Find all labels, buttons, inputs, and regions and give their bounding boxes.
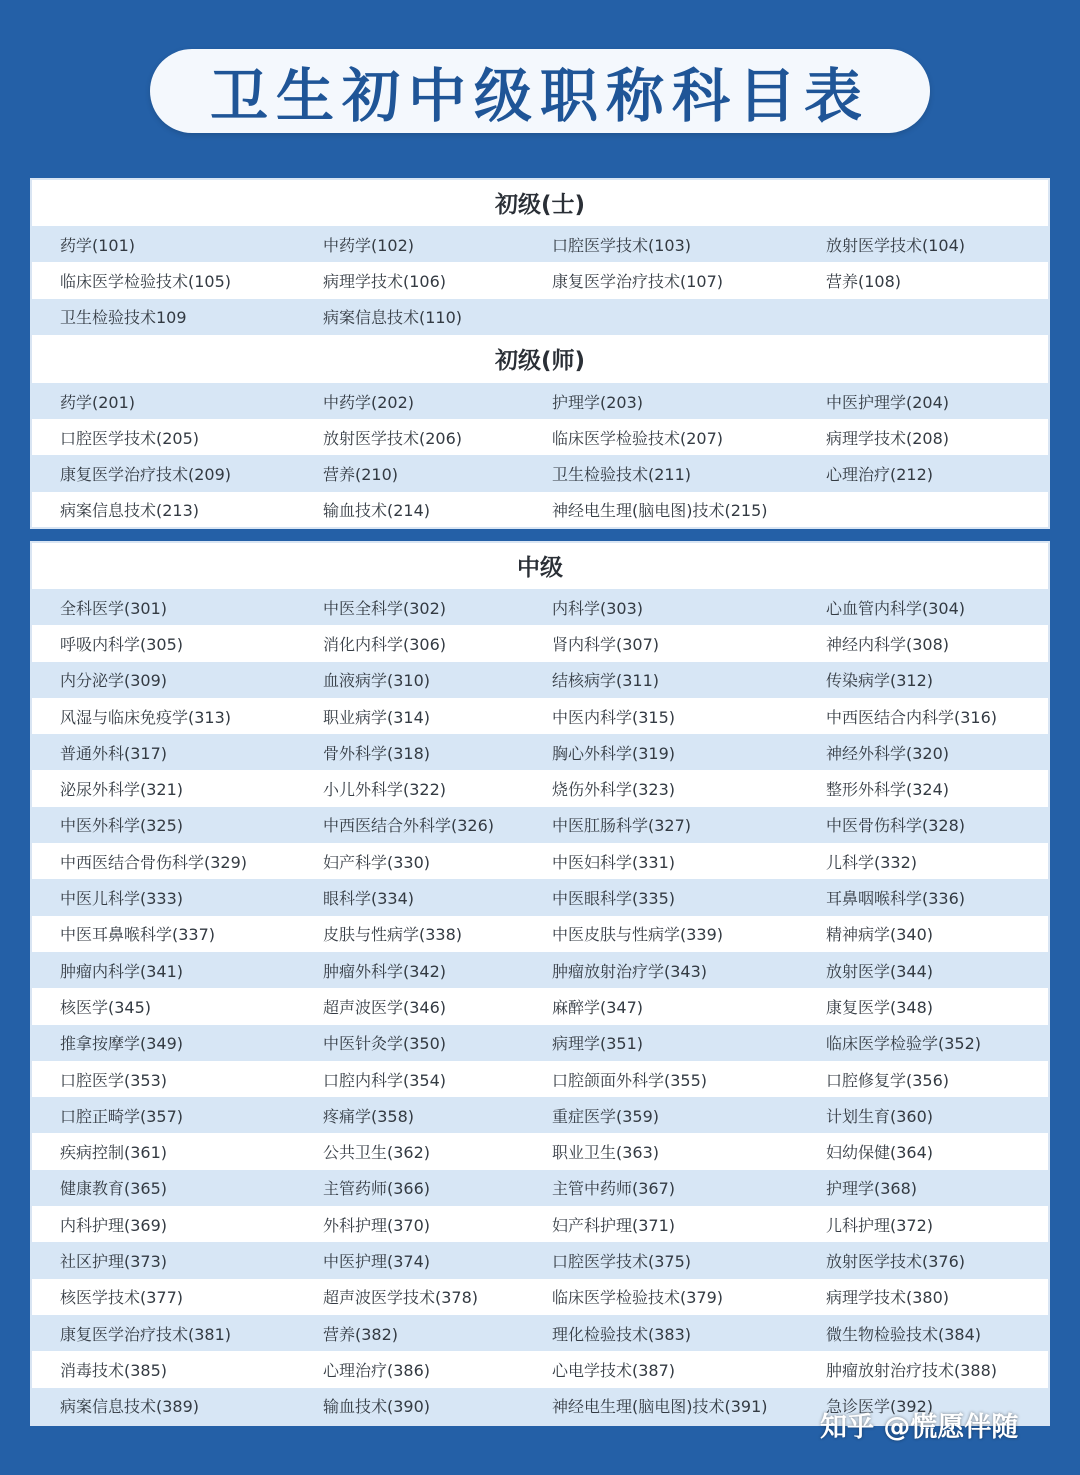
page-title: 卫生初中级职称科目表 [209, 62, 870, 130]
subject-cell: 儿科护理(372) [826, 1215, 934, 1235]
subject-cell: 临床医学检验技术(207) [552, 428, 724, 448]
table-row [30, 952, 1050, 988]
subject-cell: 结核病学(311) [552, 671, 660, 691]
subject-cell: 肿瘤内科学(341) [60, 961, 184, 981]
subject-cell: 肿瘤外科学(342) [323, 961, 447, 981]
subject-cell: 康复医学治疗技术(209) [60, 465, 232, 485]
section-heading: 中级 [517, 554, 563, 581]
subject-cell: 神经内科学(308) [826, 634, 950, 654]
subject-cell: 中医全科学(302) [323, 598, 447, 618]
table-row [30, 770, 1050, 806]
section-junior-shi [30, 178, 1050, 335]
subject-cell: 内科护理(369) [60, 1215, 168, 1235]
subject-cell: 疼痛学(358) [323, 1106, 415, 1126]
subject-cell: 健康教育(365) [60, 1179, 168, 1199]
intermediate-panel [30, 541, 1050, 1426]
zhihu-watermark: 知乎 @慌愿伴随 [820, 1412, 1019, 1443]
subject-cell: 神经外科学(320) [826, 743, 950, 763]
table-row [30, 807, 1050, 843]
table-row [30, 662, 1050, 698]
subject-cell: 护理学(368) [826, 1179, 918, 1199]
subject-cell: 全科医学(301) [60, 598, 168, 618]
table-row [30, 455, 1050, 491]
subject-cell: 核医学技术(377) [60, 1288, 184, 1308]
subject-cell: 理化检验技术(383) [552, 1324, 692, 1344]
subject-cell: 中医内科学(315) [552, 707, 676, 727]
subject-cell: 公共卫生(362) [323, 1143, 431, 1163]
table-row [30, 1351, 1050, 1387]
subject-cell: 精神病学(340) [826, 925, 934, 945]
subject-cell: 康复医学治疗技术(107) [552, 271, 724, 291]
subject-cell: 放射医学(344) [826, 961, 934, 981]
table-row [30, 988, 1050, 1024]
subject-cell: 康复医学治疗技术(381) [60, 1324, 232, 1344]
subject-cell: 临床医学检验学(352) [826, 1034, 982, 1054]
subject-cell: 烧伤外科学(323) [552, 780, 676, 800]
subject-cell: 耳鼻咽喉科学(336) [826, 889, 966, 909]
subject-cell: 疾病控制(361) [60, 1143, 168, 1163]
subject-cell: 眼科学(334) [323, 889, 415, 909]
table-row [30, 1097, 1050, 1133]
subject-cell: 麻醉学(347) [552, 997, 644, 1017]
subject-cell: 儿科学(332) [826, 852, 918, 872]
table-row [30, 698, 1050, 734]
subject-cell: 计划生育(360) [826, 1106, 934, 1126]
subject-cell: 核医学(345) [60, 997, 152, 1017]
subject-cell: 消毒技术(385) [60, 1360, 168, 1380]
subject-cell: 主管药师(366) [323, 1179, 431, 1199]
subject-cell: 妇幼保健(364) [826, 1143, 934, 1163]
subject-cell: 口腔修复学(356) [826, 1070, 950, 1090]
table-row [30, 734, 1050, 770]
section-heading: 初级(士) [494, 191, 586, 218]
table-row [30, 1133, 1050, 1169]
subject-cell: 肾内科学(307) [552, 634, 660, 654]
subject-cell: 中医骨伤科学(328) [826, 816, 966, 836]
table-row [30, 843, 1050, 879]
subject-cell: 病案信息技术(213) [60, 501, 200, 521]
subject-cell: 中医肛肠科学(327) [552, 816, 692, 836]
subject-cell: 护理学(203) [552, 392, 644, 412]
subject-cell: 输血技术(214) [323, 501, 431, 521]
subject-cell: 内科学(303) [552, 598, 644, 618]
junior-panel [30, 178, 1050, 529]
subject-cell: 职业病学(314) [323, 707, 431, 727]
subject-cell: 神经电生理(脑电图)技术(391) [552, 1397, 768, 1417]
subject-cell: 内分泌学(309) [60, 671, 168, 691]
table-row [30, 916, 1050, 952]
subject-cell: 外科护理(370) [323, 1215, 431, 1235]
subject-cell: 超声波医学技术(378) [323, 1288, 479, 1308]
subject-cell: 中医儿科学(333) [60, 889, 184, 909]
subject-cell: 口腔颌面外科学(355) [552, 1070, 708, 1090]
table-row [30, 1170, 1050, 1206]
table-row [30, 226, 1050, 262]
subject-cell: 病理学技术(208) [826, 428, 950, 448]
table-row [30, 589, 1050, 625]
table-row [30, 1279, 1050, 1315]
subject-cell: 妇产科护理(371) [552, 1215, 676, 1235]
subject-cell: 临床医学检验技术(105) [60, 271, 232, 291]
table-row [30, 492, 1050, 528]
subject-cell: 中药学(102) [323, 235, 415, 255]
subject-cell: 卫生检验技术(211) [552, 465, 692, 485]
subject-cell: 中医护理(374) [323, 1251, 431, 1271]
table-row [30, 262, 1050, 298]
subject-cell: 皮肤与性病学(338) [323, 925, 463, 945]
section-intermediate [30, 541, 1050, 1424]
subject-cell: 呼吸内科学(305) [60, 634, 184, 654]
table-row [30, 299, 1050, 335]
table-row [30, 419, 1050, 455]
subject-cell: 血液病学(310) [323, 671, 431, 691]
subject-cell: 心血管内科学(304) [826, 598, 966, 618]
table-row [30, 625, 1050, 661]
table-row [30, 879, 1050, 915]
table-row [30, 1206, 1050, 1242]
subject-cell: 职业卫生(363) [552, 1143, 660, 1163]
subject-cell: 普通外科(317) [60, 743, 168, 763]
subject-cell: 放射医学技术(376) [826, 1251, 966, 1271]
section-junior-shi2 [30, 335, 1050, 528]
subject-cell: 口腔内科学(354) [323, 1070, 447, 1090]
subject-cell: 超声波医学(346) [323, 997, 447, 1017]
subject-cell: 微生物检验技术(384) [826, 1324, 982, 1344]
table-row [30, 1061, 1050, 1097]
subject-cell: 营养(210) [323, 465, 399, 485]
subject-cell: 临床医学检验技术(379) [552, 1288, 724, 1308]
table-row [30, 383, 1050, 419]
subject-cell: 小儿外科学(322) [323, 780, 447, 800]
subject-cell: 中医皮肤与性病学(339) [552, 925, 724, 945]
subject-cell: 口腔医学技术(103) [552, 235, 692, 255]
subject-cell: 心理治疗(212) [826, 465, 934, 485]
subject-cell: 中药学(202) [323, 392, 415, 412]
subject-cell: 药学(201) [60, 392, 136, 412]
subject-cell: 口腔医学(353) [60, 1070, 168, 1090]
subject-cell: 病理学(351) [552, 1034, 644, 1054]
subject-cell: 放射医学技术(104) [826, 235, 966, 255]
subject-cell: 病理学技术(106) [323, 271, 447, 291]
subject-cell: 心理治疗(386) [323, 1360, 431, 1380]
subject-cell: 社区护理(373) [60, 1251, 168, 1271]
subject-cell: 中医护理学(204) [826, 392, 950, 412]
subject-cell: 中医眼科学(335) [552, 889, 676, 909]
subject-cell: 推拿按摩学(349) [60, 1034, 184, 1054]
subject-cell: 传染病学(312) [826, 671, 934, 691]
subject-cell: 病理学技术(380) [826, 1288, 950, 1308]
subject-cell: 肿瘤放射治疗学(343) [552, 961, 708, 981]
subject-cell: 妇产科学(330) [323, 852, 431, 872]
table-row [30, 1025, 1050, 1061]
subject-cell: 中医耳鼻喉科学(337) [60, 925, 216, 945]
subject-cell: 中西医结合外科学(326) [323, 816, 495, 836]
subject-cell: 卫生检验技术109 [60, 308, 187, 328]
table-row [30, 1242, 1050, 1278]
table-row [30, 1315, 1050, 1351]
subject-cell: 病案信息技术(110) [323, 308, 463, 328]
subject-cell: 口腔医学技术(375) [552, 1251, 692, 1271]
subject-cell: 胸心外科学(319) [552, 743, 676, 763]
subject-cell: 重症医学(359) [552, 1106, 660, 1126]
subject-cell: 肿瘤放射治疗技术(388) [826, 1360, 998, 1380]
subject-cell: 中医针灸学(350) [323, 1034, 447, 1054]
subject-cell: 中西医结合骨伤科学(329) [60, 852, 248, 872]
subject-cell: 中医妇科学(331) [552, 852, 676, 872]
subject-cell: 口腔正畸学(357) [60, 1106, 184, 1126]
title-banner [150, 49, 930, 133]
subject-cell: 康复医学(348) [826, 997, 934, 1017]
subject-cell: 骨外科学(318) [323, 743, 431, 763]
subject-cell: 泌尿外科学(321) [60, 780, 184, 800]
subject-cell: 风湿与临床免疫学(313) [60, 707, 232, 727]
subject-cell: 主管中药师(367) [552, 1179, 676, 1199]
subject-cell: 中医外科学(325) [60, 816, 184, 836]
subject-cell: 输血技术(390) [323, 1397, 431, 1417]
section-heading: 初级(师) [494, 348, 586, 375]
subject-cell: 中西医结合内科学(316) [826, 707, 998, 727]
subject-cell: 药学(101) [60, 235, 136, 255]
subject-cell: 消化内科学(306) [323, 634, 447, 654]
subject-cell: 病案信息技术(389) [60, 1397, 200, 1417]
subject-cell: 放射医学技术(206) [323, 428, 463, 448]
subject-cell: 营养(108) [826, 271, 902, 291]
subject-cell: 急诊医学(392) [826, 1397, 934, 1417]
subject-cell: 营养(382) [323, 1324, 399, 1344]
subject-cell: 整形外科学(324) [826, 780, 950, 800]
subject-cell: 神经电生理(脑电图)技术(215) [552, 501, 768, 521]
subject-cell: 心电学技术(387) [552, 1360, 676, 1380]
subject-cell: 口腔医学技术(205) [60, 428, 200, 448]
